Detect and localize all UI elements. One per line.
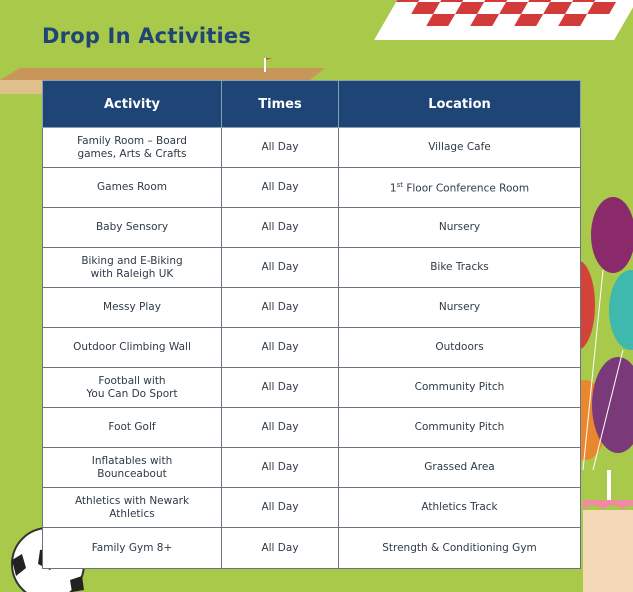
time-cell: All Day [222, 288, 339, 328]
time-cell: All Day [222, 168, 339, 208]
activities-table [42, 80, 581, 569]
cake-icon [573, 470, 633, 592]
time-cell: All Day [222, 128, 339, 168]
activity-cell [43, 368, 222, 408]
activity-line: Athletics [109, 507, 155, 520]
activity-line: Football with [98, 374, 166, 387]
location-cell: Community Pitch [339, 368, 581, 408]
activity-cell: Outdoor Climbing Wall [43, 328, 222, 368]
activity-line: Biking and E-Biking [81, 254, 183, 267]
table-row [43, 368, 581, 408]
time-cell: All Day [222, 248, 339, 288]
table-row [43, 168, 581, 208]
activity-line: You Can Do Sport [86, 387, 178, 400]
table-row [43, 208, 581, 248]
activity-line: Inflatables with [91, 454, 173, 467]
location-part: Floor Conference Room [403, 182, 530, 195]
table-header-row [43, 81, 581, 128]
time-cell: All Day [222, 448, 339, 488]
activity-cell: Baby Sensory [43, 208, 222, 248]
activity-line: with Raleigh UK [90, 267, 174, 280]
time-cell: All Day [222, 368, 339, 408]
location-cell: Athletics Track [339, 488, 581, 528]
picnic-blanket-icon [363, 0, 633, 50]
location-cell: Bike Tracks [339, 248, 581, 288]
location-cell: Strength & Conditioning Gym [339, 528, 581, 569]
table-row [43, 448, 581, 488]
time-cell: All Day [222, 328, 339, 368]
location-part: 1 [389, 182, 397, 195]
column-header-activity: Activity [43, 81, 222, 128]
table-row [43, 328, 581, 368]
time-cell: All Day [222, 488, 339, 528]
activity-line: Athletics with Newark [74, 494, 190, 507]
page-title: Drop In Activities [42, 24, 252, 48]
activity-line: games, Arts & Crafts [77, 147, 187, 160]
column-header-times: Times [222, 81, 339, 128]
location-cell: Grassed Area [339, 448, 581, 488]
activity-cell [43, 248, 222, 288]
activity-line: Bounceabout [97, 467, 167, 480]
balloons-icon [573, 190, 633, 470]
activity-cell: Family Gym 8+ [43, 528, 222, 569]
table-row [43, 408, 581, 448]
location-cell: Nursery [339, 208, 581, 248]
time-cell: All Day [222, 208, 339, 248]
time-cell: All Day [222, 528, 339, 569]
table-row [43, 288, 581, 328]
location-cell: Outdoors [339, 328, 581, 368]
table-row [43, 248, 581, 288]
activity-cell [43, 128, 222, 168]
activity-cell [43, 448, 222, 488]
activity-cell: Games Room [43, 168, 222, 208]
table-row [43, 488, 581, 528]
column-header-location: Location [339, 81, 581, 128]
location-cell: Nursery [339, 288, 581, 328]
activity-cell: Foot Golf [43, 408, 222, 448]
activity-cell: Messy Play [43, 288, 222, 328]
location-superscript: st [396, 181, 404, 190]
table-row [43, 528, 581, 569]
time-cell: All Day [222, 408, 339, 448]
location-cell [339, 168, 581, 208]
activity-cell [43, 488, 222, 528]
location-cell: Village Cafe [339, 128, 581, 168]
activity-line: Family Room – Board [77, 134, 187, 147]
table-row [43, 128, 581, 168]
location-cell: Community Pitch [339, 408, 581, 448]
